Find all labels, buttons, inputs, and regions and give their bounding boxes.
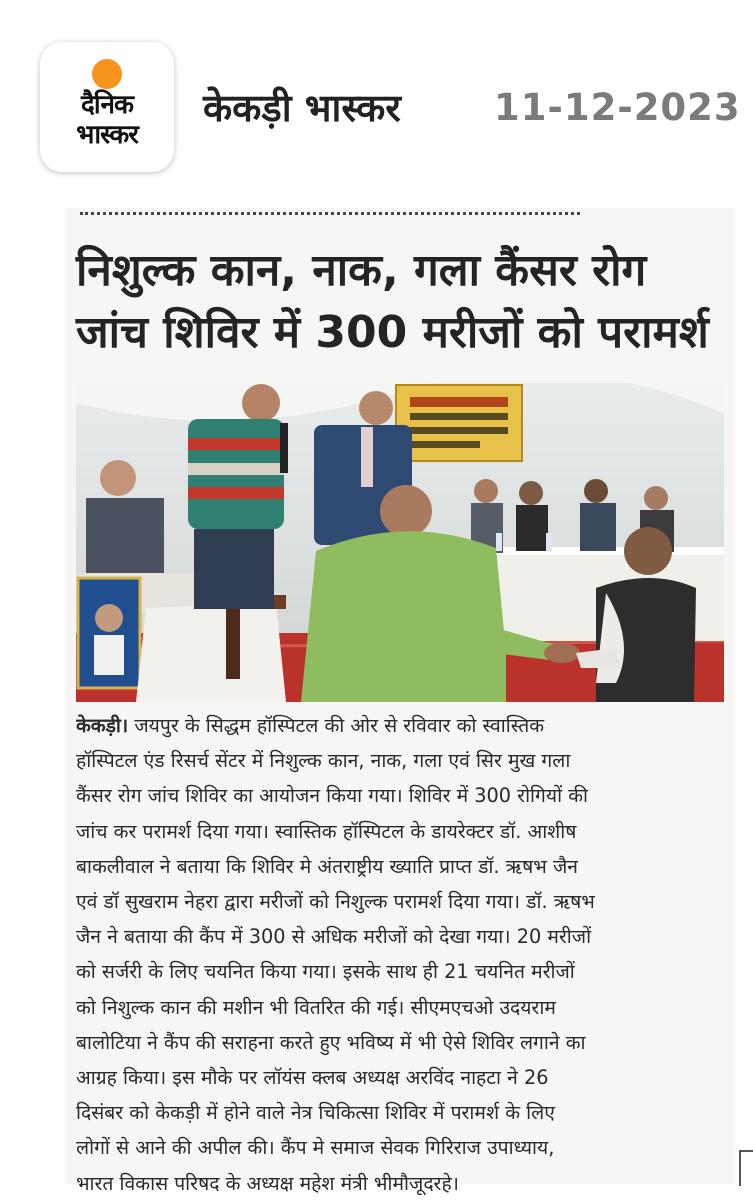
article-line: कैंसर रोग जांच शिविर का आयोजन किया गया। शिविर में 300 रोगियों की [76, 784, 589, 808]
sun-icon [92, 59, 122, 89]
article-line: आग्रह किया। इस मौके पर लॉयंस क्लब अध्यक्ष अरविंद नाहटा ने 26 [76, 1066, 549, 1090]
page-edge-mark [739, 1150, 753, 1186]
dainik-bhaskar-logo[interactable] [40, 42, 174, 172]
article-line: दिसंबर को केकड़ी में होने वाले नेत्र चिकित्सा शिविर में परामर्श के लिए [76, 1101, 555, 1125]
dateline: केकड़ी। [76, 714, 129, 737]
cut-line [80, 212, 580, 221]
article-line [76, 708, 728, 743]
camp-photo-illustration [76, 383, 724, 702]
app-header [0, 0, 753, 200]
article-line: एवं डॉ सुखराम नेहरा द्वारा मरीजों को निशुल्क परामर्श दिया गया। डॉ. ऋषभ [76, 890, 595, 914]
article-line: बाकलीवाल ने बताया कि शिविर मे अंतराष्ट्रीय ख्याति प्राप्त डॉ. ऋषभ जैन [76, 854, 578, 878]
edition-title: केकड़ी भास्कर [203, 86, 401, 130]
logo-text-line2: भास्कर [76, 120, 138, 150]
headline-line: निशुल्क कान, नाक, गला कैंसर रोग [76, 245, 647, 296]
article-line: हॉस्पिटल एंड रिसर्च सेंटर में निशुल्क कान, नाक, गला एवं सिर मुख गला [76, 749, 571, 773]
headline-line: जांच शिविर में 300 मरीजों को परामर्श [76, 307, 709, 358]
article-line: भारत विकास परिषद के अध्यक्ष महेश मंत्री भीमौजूदरहे। [76, 1171, 459, 1195]
article-headline [76, 240, 726, 364]
edition-date: 11-12-2023 [494, 86, 741, 129]
logo-text-line1: दैनिक [81, 90, 133, 120]
article-line-text: जयपुर के सिद्धम हॉस्पिटल की ओर से रविवार को स्वास्तिक [134, 714, 545, 737]
article-line: बालोटिया ने कैंप की सराहना करते हुए भविष्य में भी ऐसे शिविर लगाने का [76, 1030, 586, 1054]
article-line: जैन ने बताया की कैंप में 300 से अधिक मरीजों को देखा गया। 20 मरीजों [76, 925, 592, 949]
article-body [76, 708, 728, 1201]
article-line: को सर्जरी के लिए चयनित किया गया। इसके साथ ही 21 चयनित मरीजों [76, 960, 575, 984]
article-line: लोगों से आने की अपील की। कैंप मे समाज सेवक गिरिराज उपाध्याय, [76, 1136, 555, 1160]
article-line: जांच कर परामर्श दिया गया। स्वास्तिक हॉस्पिटल के डायरेक्टर डॉ. आशीष [76, 819, 577, 843]
article-line: को निशुल्क कान की मशीन भी वितरित की गई। सीएमएचओ उदयराम [76, 995, 556, 1019]
news-photo [76, 383, 724, 702]
